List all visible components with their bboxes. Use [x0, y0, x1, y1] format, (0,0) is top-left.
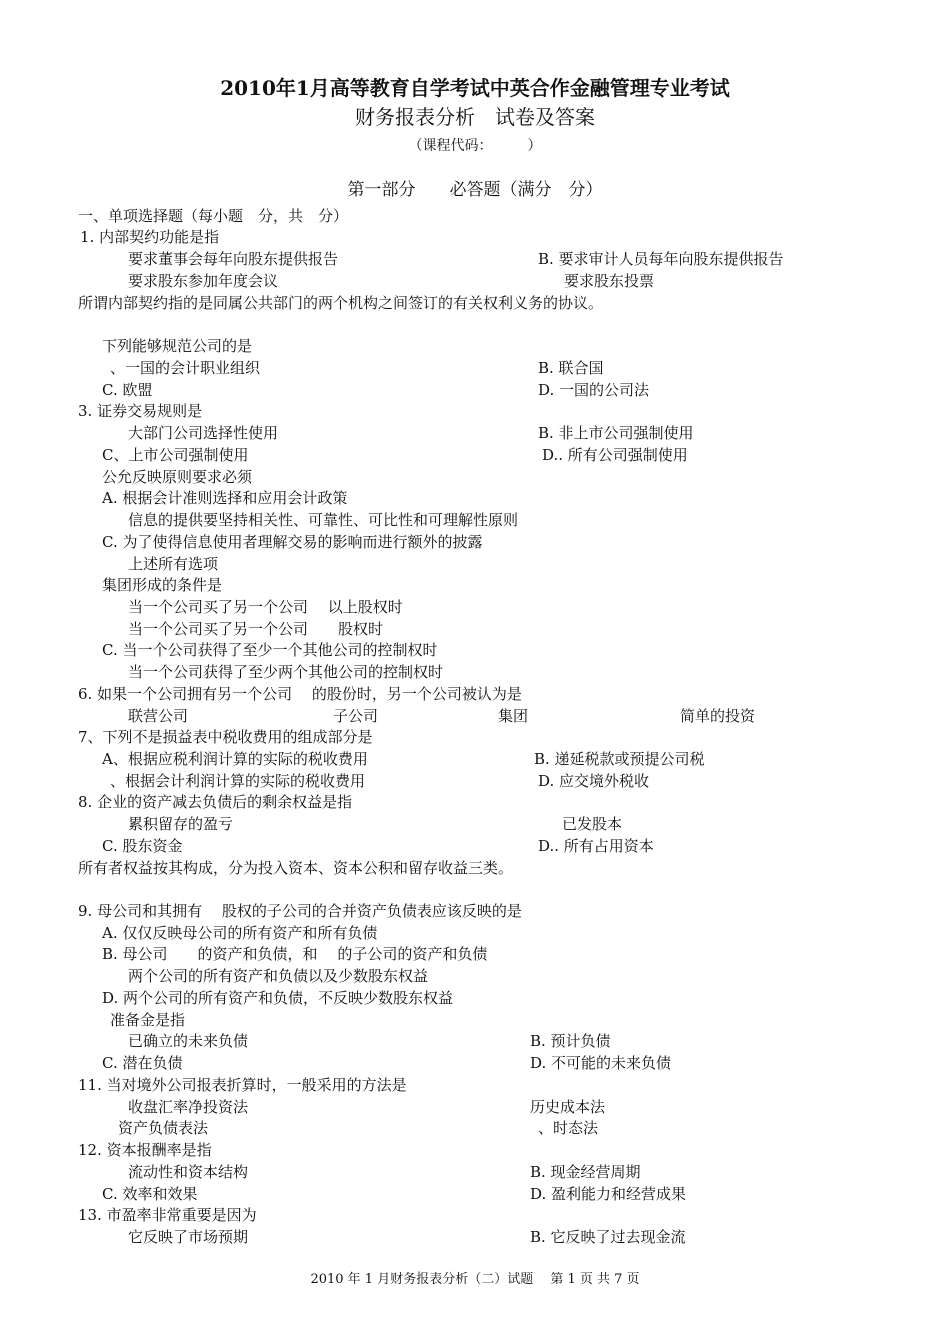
text-line: 累积留存的盈亏: [128, 815, 234, 833]
text-line: 12. 资本报酬率是指: [78, 1141, 212, 1159]
course-code: （课程代码： ）: [408, 138, 542, 154]
text-line: C. 欧盟: [102, 381, 153, 399]
text-line: A. 根据会计准则选择和应用会计政策: [102, 489, 348, 507]
text-line: 流动性和资本结构: [128, 1163, 249, 1181]
text-line: 联营公司: [128, 707, 189, 725]
text-line: B. 递延税款或预提公司税: [534, 750, 705, 768]
text-line: B. 现金经营周期: [530, 1163, 641, 1181]
text-line: C、上市公司强制使用: [102, 446, 249, 464]
text-line: 、根据会计利润计算的实际的税收费用: [110, 772, 366, 790]
text-line: 历史成本法: [530, 1098, 606, 1116]
text-line: 收盘汇率净投资法: [128, 1098, 249, 1116]
text-line: B. 联合国: [538, 359, 604, 377]
text-line: 13. 市盈率非常重要是因为: [78, 1206, 257, 1224]
text-line: 、时态法: [538, 1119, 599, 1137]
text-line: C. 效率和效果: [102, 1185, 198, 1203]
page-footer: 2010 年 1 月财务报表分析（二）试题 第 1 页 共 7 页: [310, 1272, 640, 1287]
text-line: 要求股东投票: [564, 272, 655, 290]
text-line: B. 母公司 的资产和负债，和 的子公司的资产和负债: [102, 945, 488, 963]
text-line: B. 非上市公司强制使用: [538, 424, 694, 442]
text-line: C. 为了使得信息使用者理解交易的影响而进行额外的披露: [102, 533, 483, 551]
text-line: 上述所有选项: [128, 555, 219, 573]
text-line: A. 仅仅反映母公司的所有资产和所有负债: [102, 924, 378, 942]
text-line: 资产负债表法: [118, 1119, 209, 1137]
text-line: 要求股东参加年度会议: [128, 272, 279, 290]
text-line: C. 潜在负债: [102, 1054, 183, 1072]
text-line: 7、下列不是损益表中税收费用的组成部分是: [78, 728, 373, 746]
text-line: C. 当一个公司获得了至少一个其他公司的控制权时: [102, 641, 438, 659]
exam-subtitle: 财务报表分析 试卷及答案: [355, 105, 595, 129]
text-line: 要求董事会每年向股东提供报告: [128, 250, 339, 268]
text-line: 9. 母公司和其拥有 股权的子公司的合并资产负债表应该反映的是: [78, 902, 522, 920]
text-line: B. 预计负债: [530, 1032, 611, 1050]
text-line: C. 股东资金: [102, 837, 183, 855]
text-line: 大部门公司选择性使用: [128, 424, 279, 442]
text-line: D.. 所有公司强制使用: [542, 446, 688, 464]
text-line: 8. 企业的资产减去负债后的剩余权益是指: [78, 793, 353, 811]
text-line: 、一国的会计职业组织: [110, 359, 261, 377]
text-line: 准备金是指: [110, 1011, 186, 1029]
text-line: 它反映了市场预期: [128, 1228, 249, 1246]
section-heading: 一、单项选择题（每小题 分，共 分）: [78, 207, 349, 225]
text-line: D. 应交境外税收: [538, 772, 650, 790]
exam-title: 2010年1月高等教育自学考试中英合作金融管理专业考试: [220, 76, 730, 100]
text-line: 3. 证券交易规则是: [78, 402, 203, 420]
text-line: 1. 内部契约功能是指: [80, 228, 220, 246]
text-line: D.. 所有占用资本: [538, 837, 654, 855]
text-line: 当一个公司买了另一个公司 以上股权时: [128, 598, 403, 616]
text-line: 已确立的未来负债: [128, 1032, 249, 1050]
text-line: 所谓内部契约指的是同属公共部门的两个机构之间签订的有关权利义务的协议。: [78, 294, 604, 312]
text-line: D. 两个公司的所有资产和负债，不反映少数股东权益: [102, 989, 454, 1007]
text-line: 当一个公司获得了至少两个其他公司的控制权时: [128, 663, 444, 681]
text-line: 6. 如果一个公司拥有另一个公司 的股份时，另一个公司被认为是: [78, 685, 522, 703]
text-line: 下列能够规范公司的是: [102, 337, 253, 355]
part-heading: 第一部分 必答题（满分 分）: [347, 180, 603, 200]
text-line: 简单的投资: [680, 707, 756, 725]
text-line: B. 要求审计人员每年向股东提供报告: [538, 250, 784, 268]
text-line: 11. 当对境外公司报表折算时，一般采用的方法是: [78, 1076, 407, 1094]
text-line: 集团形成的条件是: [102, 576, 223, 594]
text-line: 当一个公司买了另一个公司 股权时: [128, 620, 384, 638]
text-line: 公允反映原则要求必须: [102, 468, 253, 486]
text-line: 信息的提供要坚持相关性、可靠性、可比性和可理解性原则: [128, 511, 519, 529]
text-line: D. 不可能的未来负债: [530, 1054, 672, 1072]
text-line: D. 一国的公司法: [538, 381, 650, 399]
text-line: 已发股本: [562, 815, 623, 833]
text-line: 所有者权益按其构成，分为投入资本、资本公积和留存收益三类。: [78, 859, 514, 877]
text-line: D. 盈利能力和经营成果: [530, 1185, 687, 1203]
text-line: 子公司: [333, 707, 379, 725]
text-line: 集团: [498, 707, 529, 725]
text-line: A、根据应税利润计算的实际的税收费用: [102, 750, 368, 768]
text-line: 两个公司的所有资产和负债以及少数股东权益: [128, 967, 429, 985]
text-line: B. 它反映了过去现金流: [530, 1228, 686, 1246]
